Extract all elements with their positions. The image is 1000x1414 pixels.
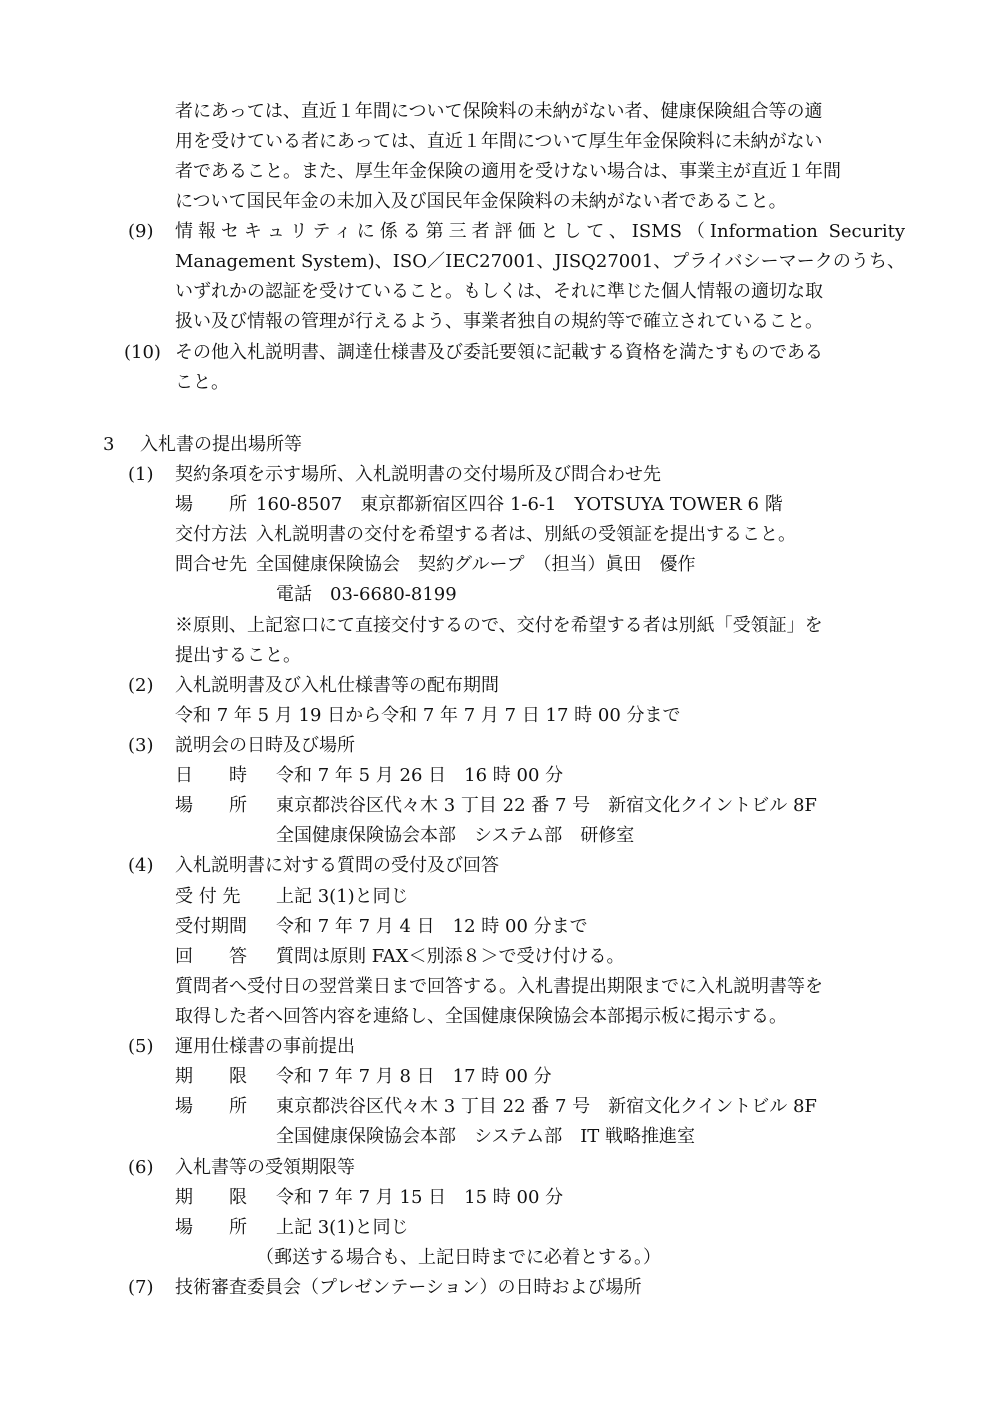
s3-place-value-1: 東京都渋谷区代々木 3 丁目 22 番 7 号 新宿文化クイントビル 8F: [276, 795, 817, 816]
s5-place-value-2: 全国健康保険協会本部 システム部 IT 戦略推進室: [276, 1126, 696, 1147]
s4-recv-value: 上記 3(1)と同じ: [276, 886, 409, 907]
s4-answer-value: 質問は原則 FAX＜別添８＞で受け付ける。: [276, 946, 625, 967]
s4-period-value: 令和 7 年 7 月 4 日 12 時 00 分まで: [276, 916, 588, 937]
s3-date-value: 令和 7 年 5 月 26 日 16 時 00 分: [276, 765, 564, 786]
s5-place-value-1: 東京都渋谷区代々木 3 丁目 22 番 7 号 新宿文化クイントビル 8F: [276, 1096, 817, 1117]
s3-number: (3): [128, 735, 154, 756]
s2-period: 令和 7 年 5 月 19 日から令和 7 年 7 月 7 日 17 時 00 分まで: [175, 705, 681, 726]
s1-method-label: 交付方法: [175, 524, 247, 545]
s7-title: 技術審査委員会（プレゼンテーション）の日時および場所: [175, 1277, 642, 1298]
s5-title: 運用仕様書の事前提出: [175, 1036, 355, 1057]
item-9-line-4: 扱い及び情報の管理が行えるよう、事業者独自の規約等で確立されていること。: [175, 311, 823, 332]
s5-number: (5): [128, 1036, 154, 1057]
s1-number: (1): [128, 464, 154, 485]
item-9-line-1: 情報セキュリティに係る第三者評価として、ISMS（Information Security: [175, 221, 905, 242]
s1-contact-value: 全国健康保険協会 契約グループ （担当）眞田 優作: [256, 554, 696, 575]
s6-number: (6): [128, 1157, 154, 1178]
s1-place-label: 場 所: [175, 494, 247, 515]
s4-title: 入札説明書に対する質問の受付及び回答: [175, 855, 499, 876]
s6-title: 入札書等の受領期限等: [175, 1157, 355, 1178]
s6-deadline-label: 期 限: [175, 1187, 247, 1208]
s5-deadline-label: 期 限: [175, 1066, 247, 1087]
s3-place-label: 場 所: [175, 795, 247, 816]
section-3-number: 3: [103, 434, 115, 455]
s5-deadline-value: 令和 7 年 7 月 8 日 17 時 00 分: [276, 1066, 552, 1087]
item-10-line-2: こと。: [175, 372, 229, 393]
item-9-number: (9): [128, 221, 154, 242]
s3-place-value-2: 全国健康保険協会本部 システム部 研修室: [276, 825, 635, 846]
s1-note-line-2: 提出すること。: [175, 645, 301, 666]
s6-deadline-value: 令和 7 年 7 月 15 日 15 時 00 分: [276, 1187, 564, 1208]
intro-line-1: 者にあっては、直近１年間について保険料の未納がない者、健康保険組合等の適: [175, 101, 823, 122]
s2-number: (2): [128, 675, 154, 696]
s7-number: (7): [128, 1277, 154, 1298]
intro-line-3: 者であること。また、厚生年金保険の適用を受けない場合は、事業主が直近１年間: [175, 161, 841, 182]
item-10-number: (10): [124, 342, 161, 363]
s4-note-line-2: 取得した者へ回答内容を連絡し、全国健康保険協会本部掲示板に掲示する。: [175, 1006, 787, 1027]
s4-number: (4): [128, 855, 154, 876]
s6-place-value: 上記 3(1)と同じ: [276, 1217, 409, 1238]
s3-date-label: 日 時: [175, 765, 247, 786]
s5-place-label: 場 所: [175, 1096, 247, 1117]
section-3-title: 入札書の提出場所等: [140, 434, 302, 455]
s4-note-line-1: 質問者へ受付日の翌営業日まで回答する。入札書提出期限までに入札説明書等を: [175, 976, 823, 997]
s1-note-line-1: ※原則、上記窓口にて直接交付するので、交付を希望する者は別紙「受領証」を: [175, 615, 823, 636]
intro-line-4: について国民年金の未加入及び国民年金保険料の未納がない者であること。: [175, 191, 787, 212]
s4-period-label: 受付期間: [175, 916, 247, 937]
s4-answer-label: 回 答: [175, 946, 247, 967]
s1-phone: 電話 03-6680-8199: [276, 584, 457, 605]
item-9-line-2: Management System)、ISO／IEC27001、JISQ27001、プライバシーマークのうち、: [175, 251, 905, 272]
item-10-line-1: その他入札説明書、調達仕様書及び委託要領に記載する資格を満たすものである: [175, 342, 823, 363]
s6-note: （郵送する場合も、上記日時までに必着とする。）: [256, 1247, 661, 1268]
s4-recv-label: 受 付 先: [175, 886, 241, 907]
s1-method-value: 入札説明書の交付を希望する者は、別紙の受領証を提出すること。: [256, 524, 796, 545]
item-9-line-3: いずれかの認証を受けていること。もしくは、それに準じた個人情報の適切な取: [175, 281, 823, 302]
s3-title: 説明会の日時及び場所: [175, 735, 355, 756]
s2-title: 入札説明書及び入札仕様書等の配布期間: [175, 675, 499, 696]
s1-place-value: 160-8507 東京都新宿区四谷 1-6-1 YOTSUYA TOWER 6 階: [256, 494, 783, 515]
s1-title: 契約条項を示す場所、入札説明書の交付場所及び問合わせ先: [175, 464, 661, 485]
s1-contact-label: 問合せ先: [175, 554, 247, 575]
s6-place-label: 場 所: [175, 1217, 247, 1238]
intro-line-2: 用を受けている者にあっては、直近１年間について厚生年金保険料に未納がない: [175, 131, 823, 152]
